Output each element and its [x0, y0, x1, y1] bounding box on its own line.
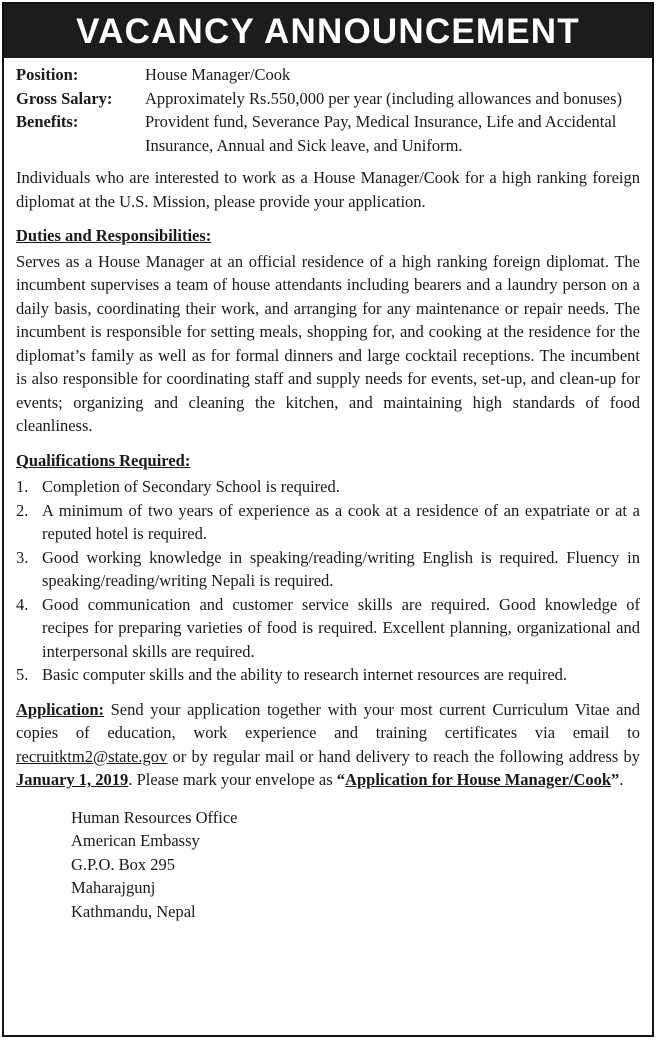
list-item: [16, 499, 640, 546]
email-link[interactable]: recruitktm2@state.gov: [16, 746, 168, 766]
announcement-body: [4, 58, 652, 923]
list-item-number: 3.: [16, 547, 29, 567]
benefits-value: Provident fund, Severance Pay, Medical Insurance, Life and Accidental Insurance, Annual and Sick leave, and Uniform.: [145, 112, 617, 155]
intro-paragraph: Individuals who are interested to work as a House Manager/Cook for a high ranking foreign diplomat at the U.S. Mission, please provide your application.: [16, 168, 640, 211]
list-item: [16, 593, 640, 664]
list-item-number: 5.: [16, 665, 29, 684]
list-item-text: Completion of Secondary School is required.: [42, 477, 340, 496]
address-line: American Embassy: [71, 831, 200, 850]
list-item-text: Good communication and customer service skills are required. Good knowledge of recipes for preparing varieties of food is required. Excellent planning, organizational and interpersonal skills are required.: [42, 594, 640, 661]
position-field: [16, 63, 640, 87]
list-item-number: 2.: [16, 500, 29, 520]
announcement-title: VACANCY ANNOUNCEMENT: [4, 4, 652, 58]
salary-field: [16, 87, 640, 111]
application-label: Application:: [16, 699, 105, 719]
position-value: House Manager/Cook: [145, 65, 291, 84]
vacancy-announcement: [2, 2, 654, 1037]
application-text-2: or by regular mail or hand delivery to reach the following address by: [167, 746, 640, 766]
application-text-3: . Please mark your envelope as: [128, 770, 337, 789]
salary-value: Approximately Rs.550,000 per year (including allowances and bonuses): [145, 88, 623, 108]
application-paragraph: [16, 698, 640, 792]
mailing-address: [16, 806, 640, 924]
address-line: Maharajgunj: [71, 878, 156, 897]
address-line: Human Resources Office: [71, 807, 238, 827]
qualifications-heading: Qualifications Required:: [16, 450, 191, 470]
list-item: [16, 475, 640, 499]
list-item-number: 1.: [16, 477, 29, 496]
benefits-label: Benefits:: [16, 112, 79, 131]
duties-heading: Duties and Responsibilities:: [16, 226, 212, 245]
duties-paragraph: Serves as a House Manager at an official residence of a high ranking foreign diplomat. The incumbent supervises a team of house attendants including bearers and a laundry person on a daily basis, coordinating their work, and arranging for any maintenance or repair needs. The incumbent is responsible for setting meals, shopping for, and cooking at the residence for the diplomat’s family as well as for formal dinners and large cocktail receptions. The incumbent is also responsible for coordinating staff and supply needs for events, set-up, and clean-up for events; organizing and cleaning the kitchen, and maintaining high standards of food cleanliness.: [16, 251, 640, 435]
application-text-4: .: [619, 770, 624, 789]
quote-open: “: [336, 770, 346, 789]
list-item-text: Basic computer skills and the ability to research internet resources are required.: [42, 665, 568, 684]
position-label: Position:: [16, 65, 79, 84]
deadline-date: January 1, 2019: [16, 770, 129, 789]
list-item-text: Good working knowledge in speaking/reading/writing English is required. Fluency in speaking/reading/writing Nepali is required.: [42, 547, 640, 590]
list-item-number: 4.: [16, 594, 29, 614]
quote-close: ”: [611, 770, 620, 789]
salary-label: Gross Salary:: [16, 88, 113, 108]
list-item: [16, 663, 640, 687]
envelope-mark: Application for House Manager/Cook: [345, 770, 612, 789]
address-line: Kathmandu, Nepal: [71, 901, 196, 921]
qualifications-list: [16, 475, 640, 687]
list-item: [16, 546, 640, 593]
list-item-text: A minimum of two years of experience as a cook at a residence of an expatriate or at a reputed hotel is required.: [42, 500, 640, 543]
address-line: G.P.O. Box 295: [71, 854, 176, 874]
benefits-field: [16, 110, 640, 157]
application-text-1: Send your application together with your most current Curriculum Vitae and copies of education, work experience and training certificates via email to: [16, 699, 640, 742]
